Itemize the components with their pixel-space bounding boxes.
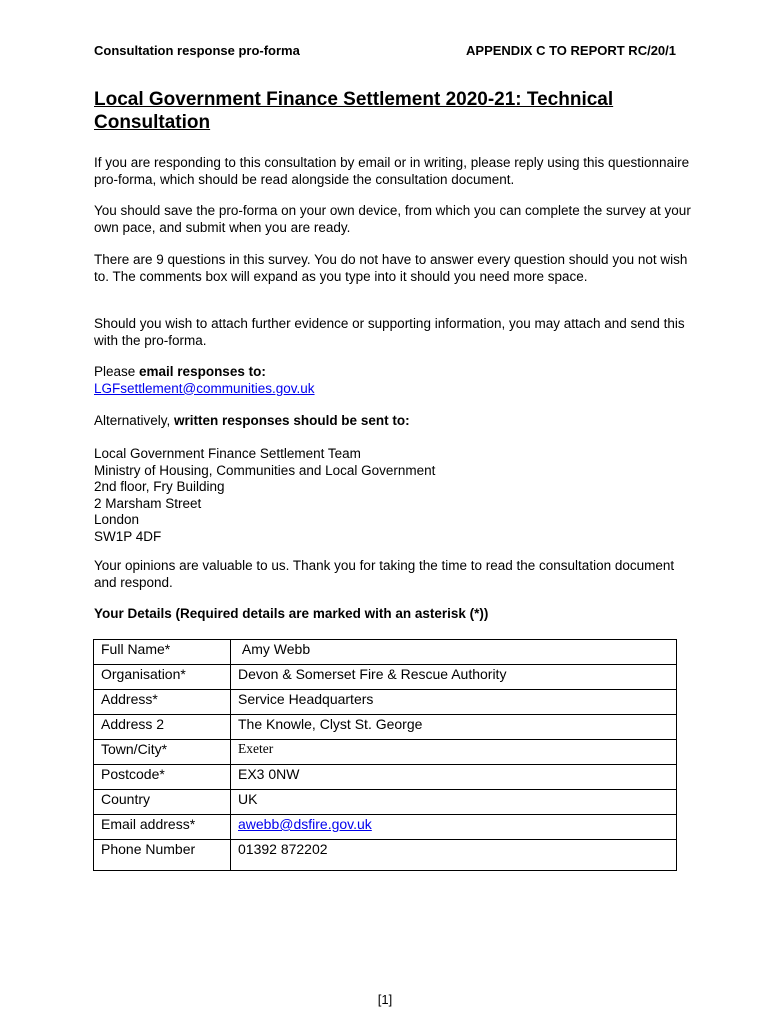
field-value[interactable]: Service Headquarters — [231, 690, 677, 715]
full-name-value: Amy Webb — [241, 641, 311, 657]
written-block — [94, 413, 694, 430]
field-label: Address* — [94, 690, 231, 715]
header-left: Consultation response pro-forma — [94, 43, 300, 58]
intro-paragraph: If you are responding to this consultation by email or in writing, please reply using this questionnaire pro-forma, which should be read alongside the consultation document. — [94, 155, 690, 187]
field-value[interactable]: UK — [231, 790, 677, 815]
thanks-paragraph: Your opinions are valuable to us. Thank you for taking the time to read the consultation document and respond. — [94, 558, 675, 590]
table-row — [94, 790, 677, 815]
header-right: APPENDIX C TO REPORT RC/20/1 — [466, 43, 676, 58]
field-value[interactable]: Devon & Somerset Fire & Rescue Authority — [231, 665, 677, 690]
email-prefix: Please — [94, 364, 140, 379]
email-value-link[interactable]: awebb@dsfire.gov.uk — [238, 816, 372, 832]
table-row — [94, 765, 677, 790]
save-paragraph: You should save the pro-forma on your own device, from which you can complete the survey at your own pace, and submit when you are ready. — [94, 203, 691, 235]
address-line: London — [94, 512, 140, 527]
field-value[interactable] — [231, 815, 677, 840]
field-value[interactable] — [231, 640, 677, 665]
written-prefix: Alternatively, — [94, 413, 175, 428]
email-block — [94, 364, 694, 397]
field-value[interactable]: EX3 0NW — [231, 765, 677, 790]
field-label: Address 2 — [94, 715, 231, 740]
table-row — [94, 740, 677, 765]
field-label: Country — [94, 790, 231, 815]
address-line: SW1P 4DF — [94, 528, 162, 544]
questions-paragraph: There are 9 questions in this survey. You do not have to answer every question should you not wish to. The comments box will expand as you type into it should you need more space. — [94, 252, 688, 284]
email-link[interactable]: LGFsettlement@communities.gov.uk — [94, 380, 315, 396]
address-line: Local Government Finance Settlement Team — [94, 446, 361, 461]
email-heading: email responses to: — [139, 364, 266, 379]
field-label: Phone Number — [94, 840, 231, 871]
field-label: Email address* — [94, 815, 231, 840]
address-line: 2nd floor, Fry Building — [94, 479, 225, 494]
address-line: Ministry of Housing, Communities and Local Government — [94, 462, 436, 478]
field-value[interactable]: Exeter — [231, 740, 677, 765]
table-row — [94, 715, 677, 740]
written-heading: written responses should be sent to: — [174, 413, 410, 428]
table-row — [94, 840, 677, 871]
attach-paragraph: Should you wish to attach further evidence or supporting information, you may attach and send this with the pro-forma. — [94, 316, 685, 348]
field-value[interactable]: The Knowle, Clyst St. George — [231, 715, 677, 740]
table-row — [94, 690, 677, 715]
details-table — [93, 639, 677, 871]
document-title: Local Government Finance Settlement 2020-21: Technical Consultation — [94, 89, 614, 133]
table-row — [94, 640, 677, 665]
field-value[interactable]: 01392 872202 — [231, 840, 677, 871]
page-number: [1] — [377, 992, 393, 1007]
postal-address — [94, 446, 694, 545]
field-label: Organisation* — [94, 665, 231, 690]
address-line: 2 Marsham Street — [94, 495, 202, 511]
field-label: Full Name* — [94, 640, 231, 665]
field-label: Town/City* — [94, 740, 231, 765]
details-heading: Your Details (Required details are marked with an asterisk (*)) — [94, 606, 489, 621]
field-label: Postcode* — [94, 765, 231, 790]
table-row — [94, 815, 677, 840]
table-row — [94, 665, 677, 690]
